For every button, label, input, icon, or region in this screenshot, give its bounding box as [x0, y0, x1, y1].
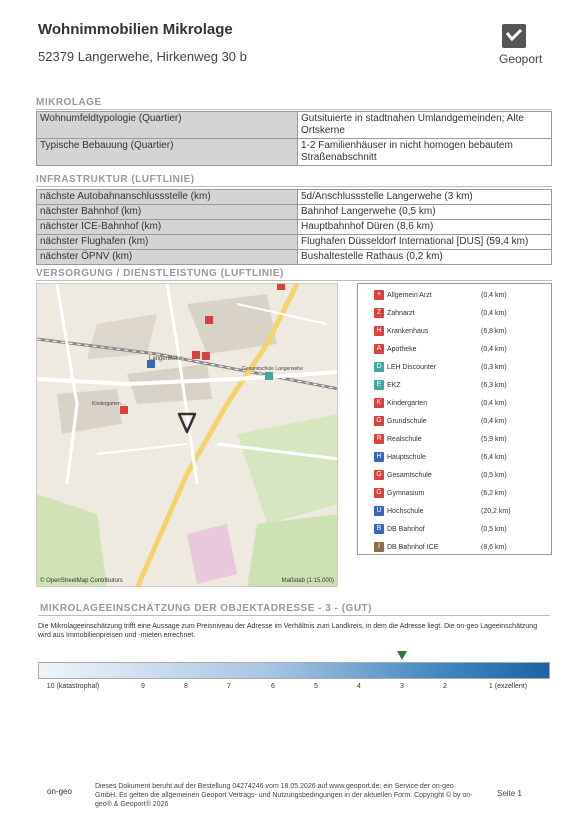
poi-item	[374, 379, 548, 393]
poi-name: Hauptschule	[387, 454, 426, 461]
poi-distance: (5,9 km)	[481, 436, 507, 443]
poi-name: LEH Discounter	[387, 364, 437, 371]
property-address: 52379 Langerwehe, Hirkenweg 30 b	[38, 49, 247, 64]
poi-name: DB Bahnhof ICE	[387, 544, 439, 551]
school-icon: G	[374, 488, 384, 498]
scale-label: 1 (exzellent)	[488, 683, 528, 690]
scale-label: 3	[400, 683, 404, 690]
divider	[38, 615, 550, 616]
scale-label: 2	[443, 683, 447, 690]
geoport-logo-icon	[502, 24, 526, 48]
poi-name: Hochschule	[387, 508, 424, 515]
poi-distance: (20,2 km)	[481, 508, 511, 515]
mikrolage-table	[36, 111, 552, 166]
map-label: Langerwehe	[149, 356, 183, 362]
poi-item	[374, 361, 548, 375]
map-credit: © OpenStreetMap Contributors	[40, 578, 123, 584]
poi-name: Krankenhaus	[387, 328, 429, 335]
scale-label: 9	[141, 683, 145, 690]
poi-item	[374, 433, 548, 447]
poi-distance: (0,5 km)	[481, 526, 507, 533]
poi-name: Gymnasium	[387, 490, 425, 497]
table-row	[37, 205, 552, 220]
footer-disclaimer: Dieses Dokument beruht auf der Bestellung 04274246 vom 18.05.2026 auf www.geoport.de: ein Service der on-geo GmbH. Es gelten die allgemeinen Geoport Vertrags- und Nutzungsbedingungen in der aktuellen Form. Copyright © by on-geo® & Geoport® 2026	[95, 783, 473, 808]
scale-label: 10 (katastrophal)	[46, 683, 100, 690]
divider	[36, 109, 552, 110]
row-key: Typische Bebauung (Quartier)	[37, 139, 298, 166]
pharmacy-icon: A	[374, 344, 384, 354]
poi-distance: (6,3 km)	[481, 382, 507, 389]
poi-distance: (6,8 km)	[481, 328, 507, 335]
poi-distance: (0,4 km)	[481, 346, 507, 353]
row-key: nächster ÖPNV (km)	[37, 250, 298, 265]
cart-icon: D	[374, 362, 384, 372]
table-row	[37, 220, 552, 235]
divider	[36, 280, 552, 281]
table-row	[37, 112, 552, 139]
row-value: Hauptbahnhof Düren (8,6 km)	[298, 220, 552, 235]
poi-item	[374, 523, 548, 537]
school-icon: G	[374, 416, 384, 426]
page-number: Seite 1	[497, 789, 522, 798]
poi-distance: (6,4 km)	[481, 454, 507, 461]
row-value: Gutsituierte in stadtnahen Umlandgemeinden; Alte Ortskerne	[298, 112, 552, 139]
poi-name: Allgemein Arzt	[387, 292, 432, 299]
table-row	[37, 190, 552, 205]
poi-distance: (0,4 km)	[481, 418, 507, 425]
poi-legend	[357, 283, 552, 555]
row-key: nächster Flughafen (km)	[37, 235, 298, 250]
row-key: Wohnumfeldtypologie (Quartier)	[37, 112, 298, 139]
scale-label: 5	[314, 683, 318, 690]
poi-name: Grundschule	[387, 418, 427, 425]
map-label: Gesamtschule Langerwehe	[242, 366, 303, 372]
map-scale: Maßstab (1:15.000)	[281, 578, 334, 584]
infrastruktur-table	[36, 189, 552, 265]
row-value: Bushaltestelle Rathaus (0,2 km)	[298, 250, 552, 265]
poi-name: Realschule	[387, 436, 422, 443]
scale-label: 8	[184, 683, 188, 690]
poi-item	[374, 451, 548, 465]
scale-label: 6	[271, 683, 275, 690]
rating-heading: MIKROLAGEEINSCHÄTZUNG DER OBJEKTADRESSE - 3 - (GUT)	[40, 603, 372, 614]
rating-marker-icon	[397, 651, 407, 660]
geoport-logo-text: Geoport	[499, 52, 543, 66]
poi-name: Zahnarzt	[387, 310, 415, 317]
scale-label: 7	[227, 683, 231, 690]
poi-distance: (0,4 km)	[481, 310, 507, 317]
mikrolage-heading: MIKROLAGE	[36, 97, 102, 108]
infrastruktur-heading: INFRASTRUKTUR (LUFTLINIE)	[36, 174, 195, 185]
page-title: Wohnimmobilien Mikrolage	[38, 21, 233, 38]
poi-name: Apotheke	[387, 346, 417, 353]
poi-item	[374, 325, 548, 339]
table-row	[37, 235, 552, 250]
rating-description: Die Mikrolageeinschätzung trifft eine Aussage zum Preisniveau der Adresse im Verhältnis zum Landkreis, in dem die Adresse liegt. Die on-geo Lageeinschätzung wird aus Immobilienpreisen und -mieten errechnet.	[38, 623, 538, 639]
poi-item	[374, 415, 548, 429]
poi-item	[374, 289, 548, 303]
poi-name: Gesamtschule	[387, 472, 432, 479]
poi-distance: (8,6 km)	[481, 544, 507, 551]
poi-distance: (0,5 km)	[481, 472, 507, 479]
row-key: nächster ICE-Bahnhof (km)	[37, 220, 298, 235]
scale-label: 4	[357, 683, 361, 690]
hospital-icon: H	[374, 326, 384, 336]
poi-name: Kindergarten	[387, 400, 428, 407]
row-value: Flughafen Düsseldorf International [DUS] (59,4 km)	[298, 235, 552, 250]
school-icon: H	[374, 452, 384, 462]
map-label: Kindergarten ...	[92, 401, 127, 407]
tooth-icon: Z	[374, 308, 384, 318]
poi-name: EKZ	[387, 382, 401, 389]
poi-item	[374, 343, 548, 357]
university-icon: U	[374, 506, 384, 516]
table-row	[37, 139, 552, 166]
rating-scale-bar	[38, 662, 550, 679]
poi-item	[374, 487, 548, 501]
poi-item	[374, 541, 548, 555]
train-icon: I	[374, 542, 384, 552]
mall-icon: E	[374, 380, 384, 390]
location-map[interactable]	[36, 283, 338, 587]
kindergarten-icon: K	[374, 398, 384, 408]
versorgung-heading: VERSORGUNG / DIENSTLEISTUNG (LUFTLINIE)	[36, 268, 284, 279]
row-value: Bahnhof Langerwehe (0,5 km)	[298, 205, 552, 220]
poi-name: DB Bahnhof	[387, 526, 425, 533]
row-key: nächste Autobahnanschlussstelle (km)	[37, 190, 298, 205]
poi-item	[374, 469, 548, 483]
on-geo-logo: on-geo	[47, 787, 72, 796]
poi-distance: (0,4 km)	[481, 292, 507, 299]
poi-item	[374, 307, 548, 321]
poi-item	[374, 397, 548, 411]
train-icon: B	[374, 524, 384, 534]
table-row	[37, 250, 552, 265]
poi-distance: (6,2 km)	[481, 490, 507, 497]
school-icon: G	[374, 470, 384, 480]
poi-distance: (0,3 km)	[481, 364, 507, 371]
row-key: nächster Bahnhof (km)	[37, 205, 298, 220]
doctor-icon: +	[374, 290, 384, 300]
row-value: 1-2 Familienhäuser in nicht homogen bebautem Straßenabschnitt	[298, 139, 552, 166]
poi-item	[374, 505, 548, 519]
row-value: 5d/Anschlussstelle Langerwehe (3 km)	[298, 190, 552, 205]
school-icon: R	[374, 434, 384, 444]
map-canvas	[37, 284, 338, 587]
divider	[36, 186, 552, 187]
poi-distance: (0,4 km)	[481, 400, 507, 407]
